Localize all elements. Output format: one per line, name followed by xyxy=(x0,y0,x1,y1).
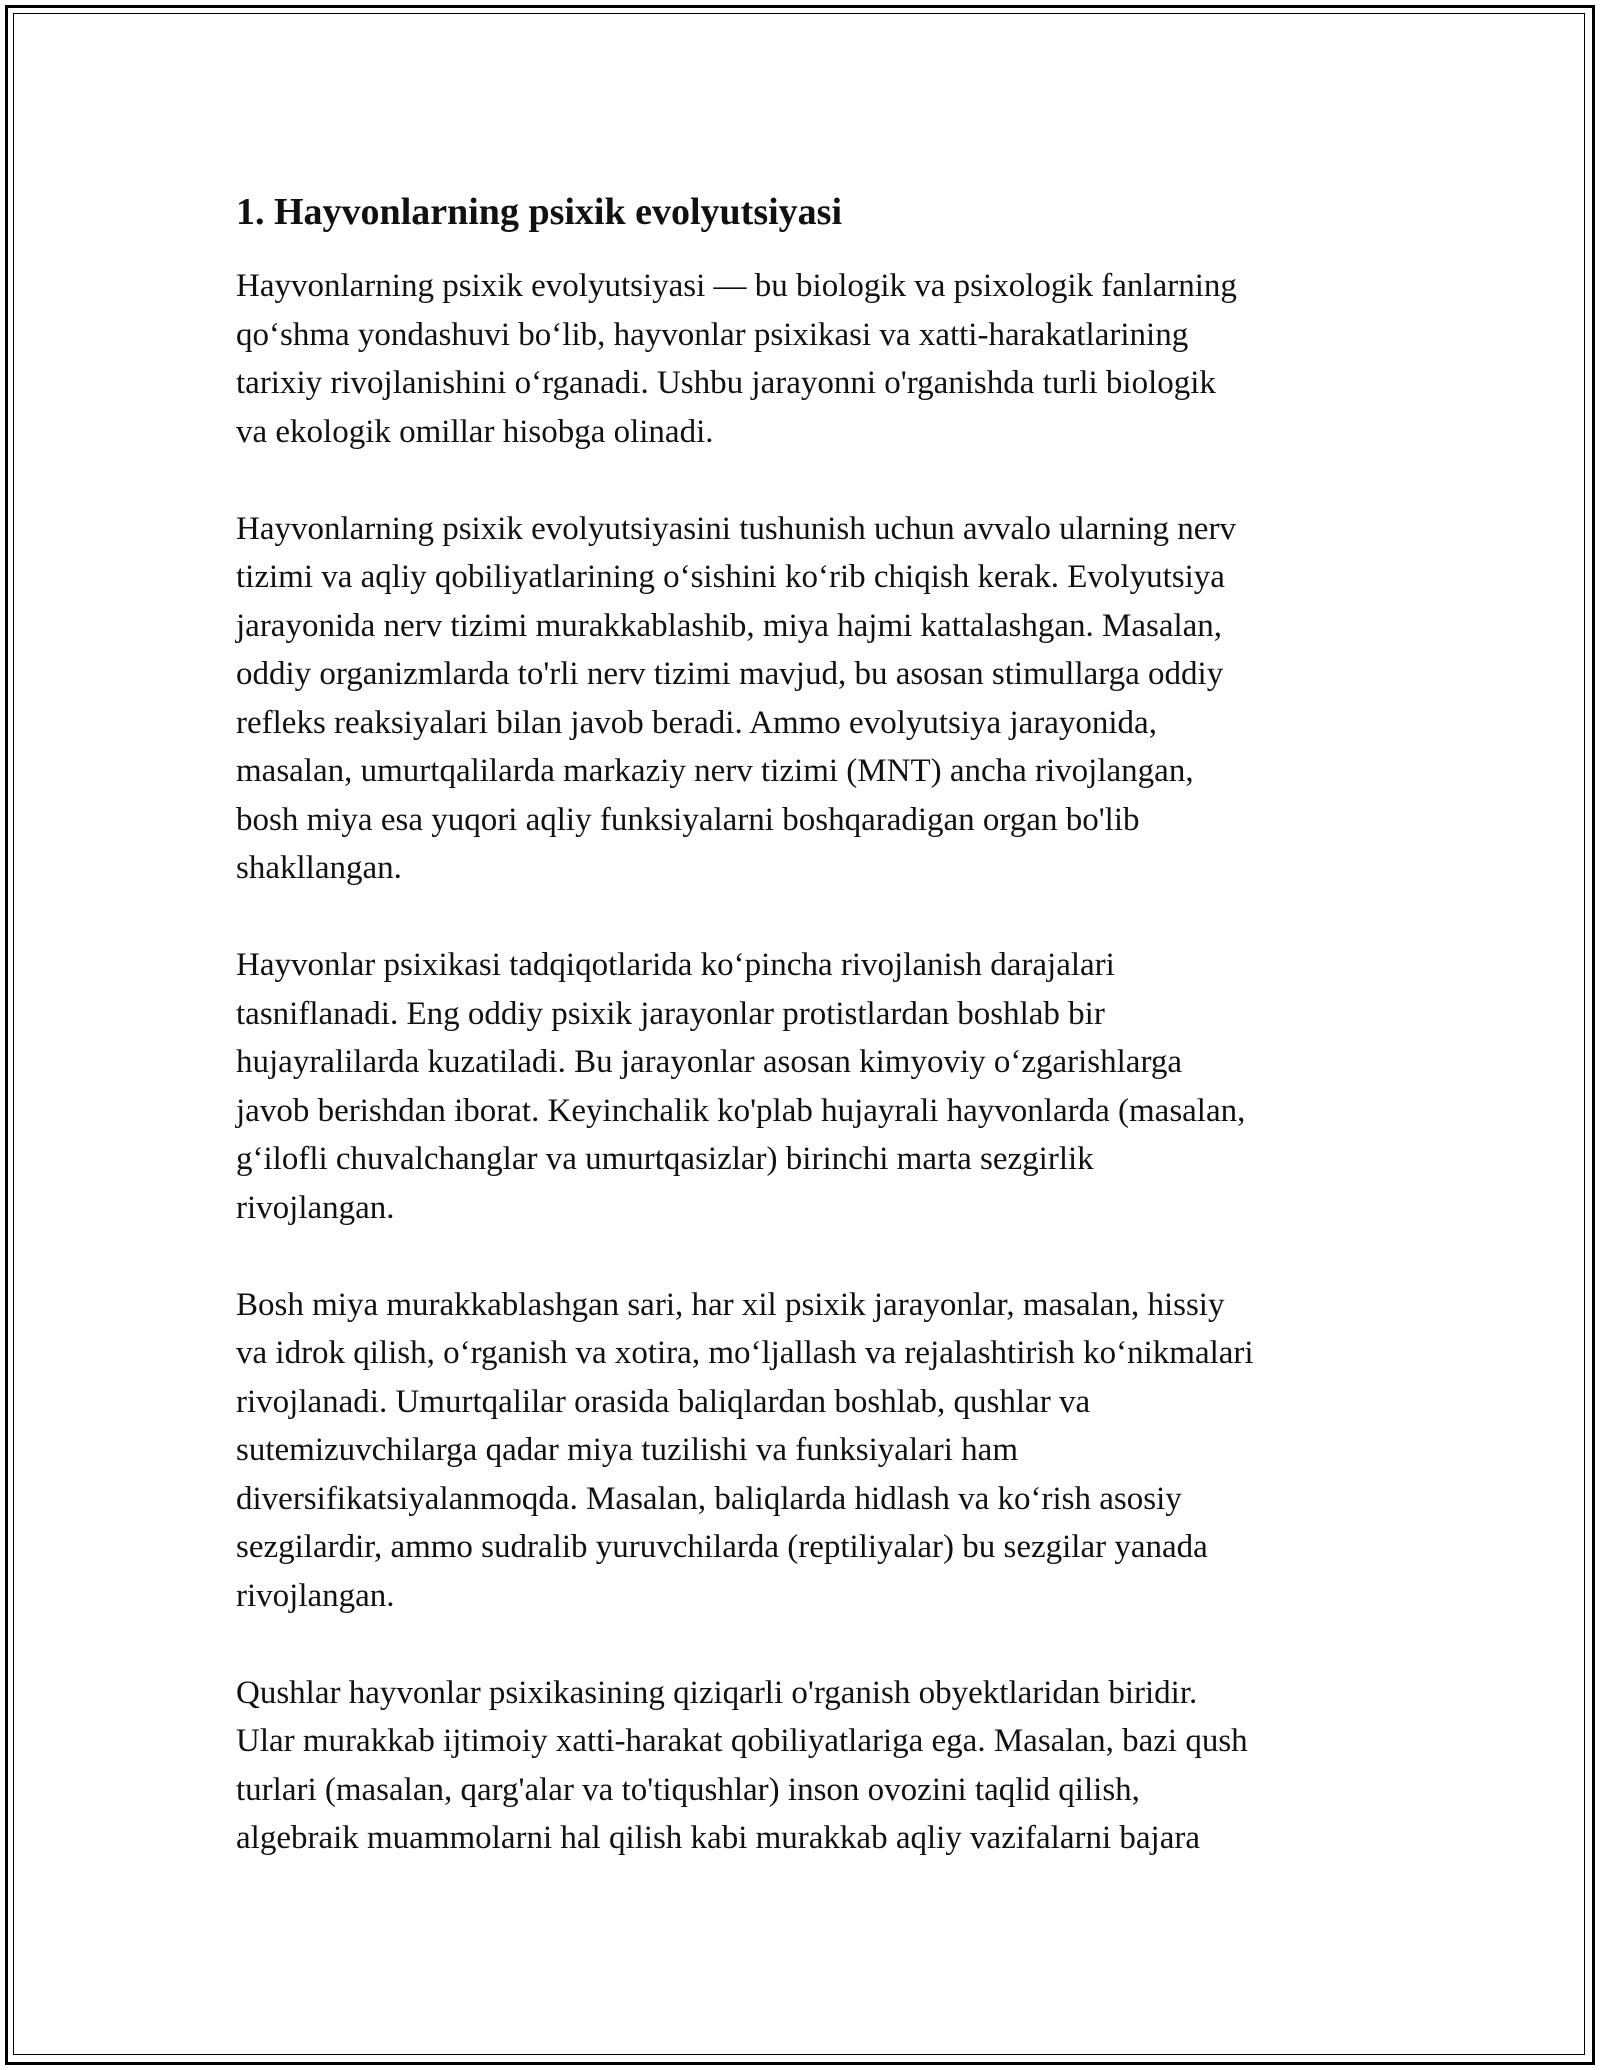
text-line: rivojlangan. xyxy=(236,1577,395,1614)
text-line: Hayvonlarning psixik evolyutsiyasi — bu biologik va psixologik fanlarning xyxy=(236,268,1237,304)
text-line: jarayonida nerv tizimi murakkablashib, miya hajmi kattalashgan. Masalan, xyxy=(236,607,1223,644)
text-line: hujayralilarda kuzatiladi. Bu jarayonlar asosan kimyoviy o‘zgarishlarga xyxy=(236,1044,1182,1080)
section-heading: 1. Hayvonlarning psixik evolyutsiyasi xyxy=(236,191,843,233)
text-line: tasniflanadi. Eng oddiy psixik jarayonlar protistlardan boshlab bir xyxy=(236,995,1105,1032)
text-line: shakllangan. xyxy=(236,850,402,886)
text-line: sezgilardir, ammo sudralib yuruvchilarda (reptiliyalar) bu sezgilar yanada xyxy=(236,1529,1208,1565)
paragraph xyxy=(236,941,1386,1232)
text-line: sutemizuvchilarga qadar miya tuzilishi va funksiyalari ham xyxy=(236,1432,1018,1468)
paragraph xyxy=(236,505,1386,893)
document-body xyxy=(236,188,1386,1911)
text-line: Qushlar hayvonlar psixikasining qiziqarli o'rganish obyektlaridan biridir. xyxy=(236,1674,1198,1711)
paragraph xyxy=(236,1281,1386,1621)
paragraph xyxy=(236,262,1386,456)
text-line: va ekologik omillar hisobga olinadi. xyxy=(236,413,714,450)
text-line: qo‘shma yondashuvi bo‘lib, hayvonlar psixikasi va xatti-harakatlarining xyxy=(236,316,1189,353)
text-line: Bosh miya murakkablashgan sari, har xil psixik jarayonlar, masalan, hissiy xyxy=(236,1286,1225,1323)
text-line: diversifikatsiyalanmoqda. Masalan, baliqlarda hidlash va ko‘rish asosiy xyxy=(236,1480,1182,1517)
text-line: g‘ilofli chuvalchanglar va umurtqasizlar) birinchi marta sezgirlik xyxy=(236,1141,1094,1177)
text-line: rivojlangan. xyxy=(236,1189,395,1226)
text-line: algebraik muammolarni hal qilish kabi murakkab aqliy vazifalarni bajara xyxy=(236,1820,1200,1856)
text-line: javob berishdan iborat. Keyinchalik ko'plab hujayrali hayvonlarda (masalan, xyxy=(236,1092,1246,1129)
text-line: va idrok qilish, o‘rganish va xotira, mo‘ljallash va rejalashtirish ko‘nikmalari xyxy=(236,1335,1254,1371)
text-line: bosh miya esa yuqori aqliy funksiyalarni boshqaradigan organ bo'lib xyxy=(236,801,1140,838)
text-line: masalan, umurtqalilarda markaziy nerv tizimi (MNT) ancha rivojlangan, xyxy=(236,753,1194,789)
text-line: oddiy organizmlarda to'rli nerv tizimi mavjud, bu asosan stimullarga oddiy xyxy=(236,656,1224,692)
text-line: turlari (masalan, qarg'alar va to'tiqushlar) inson ovozini taqlid qilish, xyxy=(236,1771,1140,1808)
text-line: Ular murakkab ijtimoiy xatti-harakat qobiliyatlariga ega. Masalan, bazi qush xyxy=(236,1723,1248,1759)
text-line: rivojlanadi. Umurtqalilar orasida baliqlardan boshlab, qushlar va xyxy=(236,1383,1091,1420)
text-line: tizimi va aqliy qobiliyatlarining o‘sishini ko‘rib chiqish kerak. Evolyutsiya xyxy=(236,559,1225,595)
text-line: Hayvonlar psixikasi tadqiqotlarida ko‘pincha rivojlanish darajalari xyxy=(236,947,1115,983)
text-line: refleks reaksiyalari bilan javob beradi. Ammo evolyutsiya jarayonida, xyxy=(236,704,1157,741)
paragraph xyxy=(236,1669,1386,1863)
text-line: Hayvonlarning psixik evolyutsiyasini tushunish uchun avvalo ularning nerv xyxy=(236,510,1236,547)
text-line: tarixiy rivojlanishini o‘rganadi. Ushbu jarayonni o'rganishda turli biologik xyxy=(236,365,1216,401)
